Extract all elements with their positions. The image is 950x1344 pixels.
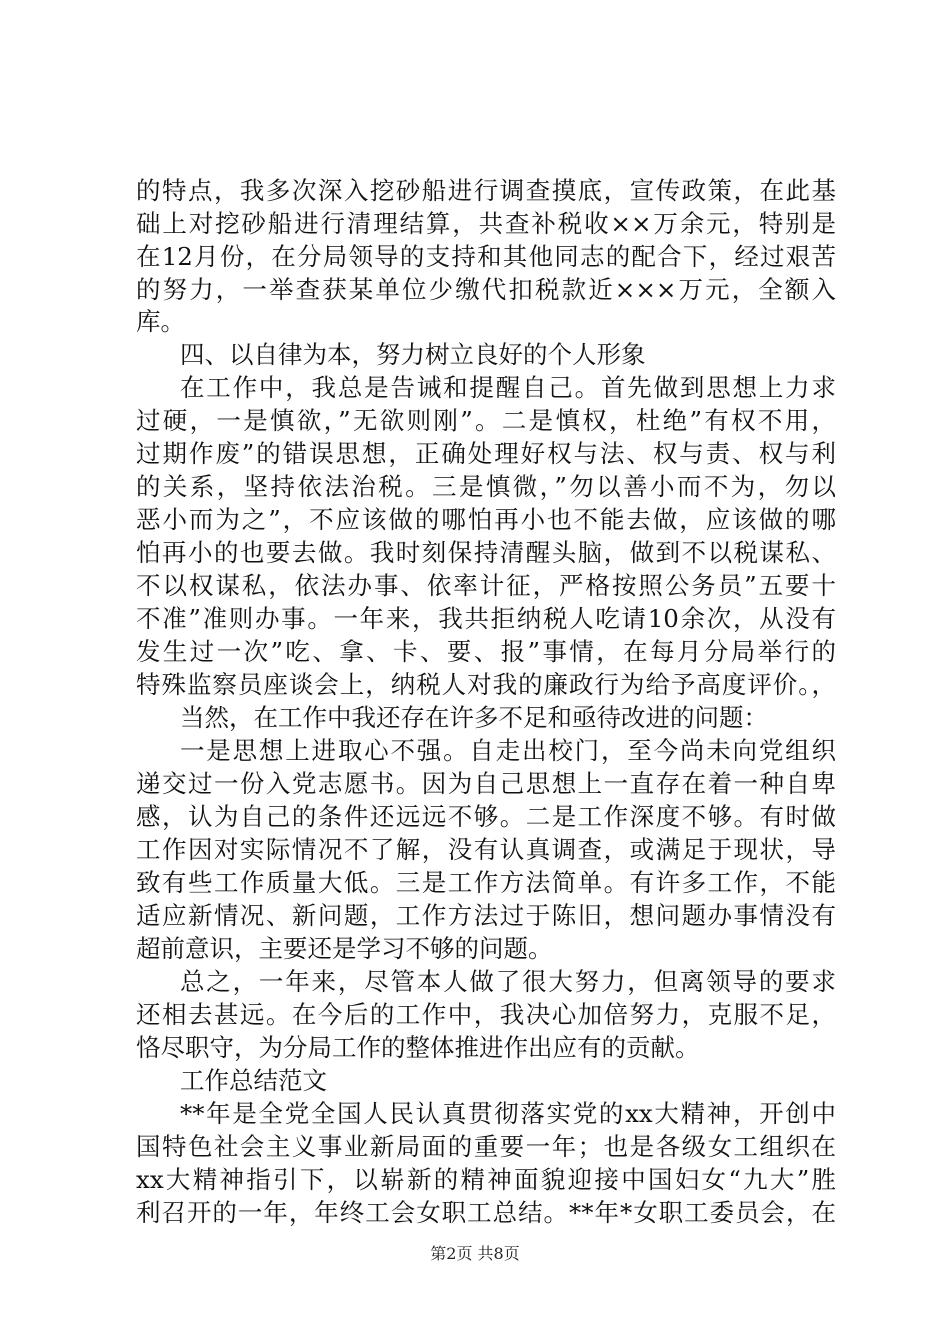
page-number-footer: 第2页 共8页 [430,1244,520,1263]
body-text-line: 库。 [136,307,185,336]
body-text-line: 过期作废”的错误思想，正确处理好权与法、权与责、权与利 [136,439,836,468]
body-text-line: 在12月份，在分局领导的支持和其他同志的配合下，经过艰苦 [136,242,836,271]
body-text-line: 致有些工作质量大低。三是工作方法简单。有许多工作，不能 [136,868,836,897]
body-text-line: 的努力，一举查获某单位少缴代扣税款近×××万元，全额入 [136,275,836,304]
body-text-line: 还相去甚远。在今后的工作中，我决心加倍努力，克服不足， [136,1000,836,1029]
body-text-line: xx大精神指引下，以崭新的精神面貌迎接中国妇女“九大”胜 [136,1165,836,1194]
body-text-line: 不准”准则办事。一年来，我共拒纳税人吃请10余次，从没有 [136,604,836,633]
body-text-line: 适应新情况、新问题，工作方法过于陈旧，想问题办事情没有 [136,901,836,930]
body-text-line: 利召开的一年，年终工会女职工总结。**年*女职工委员会，在 [136,1198,836,1227]
section-heading: 工作总结范文 [180,1066,327,1095]
body-text-line: 恶小而为之”，不应该做的哪怕再小也不能去做，应该做的哪 [136,505,836,534]
body-text-line: 特殊监察员座谈会上，纳税人对我的廉政行为给予高度评价。， [136,670,836,699]
body-text-line: 递交过一份入党志愿书。因为自己思想上一直存在着一种自卑 [136,769,836,798]
section-heading: 四、以自律为本，努力树立良好的个人形象 [180,340,646,369]
body-text-line: 国特色社会主义事业新局面的重要一年；也是各级女工组织在 [136,1132,836,1161]
body-text-line: 工作因对实际情况不了解，没有认真调查，或满足于现状，导 [136,835,836,864]
body-text-line: 础上对挖砂船进行清理结算，共查补税收××万余元，特别是 [136,209,836,238]
body-text-line: 恪尽职守，为分局工作的整体推进作出应有的贡献。 [136,1033,700,1062]
body-text-line: 的特点，我多次深入挖砂船进行调查摸底，宣传政策，在此基 [136,176,836,205]
body-text-line: 在工作中，我总是告诫和提醒自己。首先做到思想上力求 [180,373,836,402]
body-text-line: 一是思想上进取心不强。自走出校门，至今尚未向党组织 [180,736,836,765]
body-text-line: 怕再小的也要去做。我时刻保持清醒头脑，做到不以税谋私、 [136,538,836,567]
body-text-line: 的关系，坚持依法治税。三是慎微，”勿以善小而不为，勿以 [136,472,836,501]
body-text-line: 不以权谋私，依法办事、依率计征，严格按照公务员”五要十 [136,571,836,600]
body-text-line: 过硬，一是慎欲，”无欲则刚”。二是慎权，杜绝”有权不用， [136,406,836,435]
body-text-line: 当然，在工作中我还存在许多不足和亟待改进的问题： [180,703,768,732]
body-text-line: 感，认为自己的条件还远远不够。二是工作深度不够。有时做 [136,802,836,831]
body-text-line: **年是全党全国人民认真贯彻落实党的xx大精神，开创中 [180,1099,836,1128]
body-text-line: 发生过一次”吃、拿、卡、要、报”事情，在每月分局举行的 [136,637,836,666]
body-text-line: 总之，一年来，尽管本人做了很大努力，但离领导的要求 [180,967,836,996]
body-text-line: 超前意识，主要还是学习不够的问题。 [136,934,553,963]
